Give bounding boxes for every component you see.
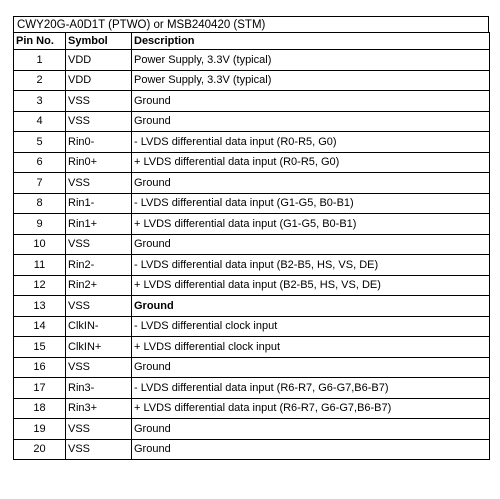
pin-description: Ground — [132, 234, 490, 255]
pin-symbol: VSS — [66, 357, 132, 378]
pin-description: Ground — [132, 357, 490, 378]
pin-number: 3 — [14, 91, 66, 112]
table-row — [14, 255, 490, 276]
pin-number: 18 — [14, 398, 66, 419]
pin-symbol: ClkIN- — [66, 316, 132, 337]
pin-symbol: VDD — [66, 70, 132, 91]
pin-description: Ground — [132, 439, 490, 460]
pin-number: 12 — [14, 275, 66, 296]
pin-symbol: Rin0- — [66, 132, 132, 153]
pin-number: 17 — [14, 378, 66, 399]
table-row — [14, 50, 490, 71]
pin-symbol: VSS — [66, 296, 132, 317]
pin-description: Ground — [132, 173, 490, 194]
pin-symbol: Rin3+ — [66, 398, 132, 419]
header-description: Description — [132, 33, 490, 50]
pin-symbol: Rin2+ — [66, 275, 132, 296]
pin-description: Ground — [132, 111, 490, 132]
pin-symbol: Rin2- — [66, 255, 132, 276]
pin-symbol: Rin3- — [66, 378, 132, 399]
pin-description: - LVDS differential data input (R0-R5, G0) — [132, 132, 490, 153]
pin-description: Ground — [132, 296, 490, 317]
table-row — [14, 70, 490, 91]
pin-description: Ground — [132, 419, 490, 440]
pin-symbol: Rin1- — [66, 193, 132, 214]
pin-number: 15 — [14, 337, 66, 358]
pin-number: 6 — [14, 152, 66, 173]
table-row — [14, 214, 490, 235]
table-row — [14, 152, 490, 173]
header-pin-no: Pin No. — [14, 33, 66, 50]
table-row — [14, 173, 490, 194]
pin-symbol: VSS — [66, 111, 132, 132]
pin-number: 10 — [14, 234, 66, 255]
table-row — [14, 337, 490, 358]
pin-number: 11 — [14, 255, 66, 276]
pin-symbol: VSS — [66, 439, 132, 460]
table-row — [14, 193, 490, 214]
pin-symbol: VDD — [66, 50, 132, 71]
pin-number: 7 — [14, 173, 66, 194]
table-row — [14, 275, 490, 296]
pin-description: Power Supply, 3.3V (typical) — [132, 70, 490, 91]
pin-symbol: ClkIN+ — [66, 337, 132, 358]
pin-number: 9 — [14, 214, 66, 235]
pin-description: - LVDS differential data input (R6-R7, G6-G7,B6-B7) — [132, 378, 490, 399]
pin-description: + LVDS differential data input (R6-R7, G6-G7,B6-B7) — [132, 398, 490, 419]
pin-description: + LVDS differential clock input — [132, 337, 490, 358]
table-row — [14, 296, 490, 317]
pin-description: - LVDS differential data input (B2-B5, HS, VS, DE) — [132, 255, 490, 276]
pin-description: + LVDS differential data input (G1-G5, B0-B1) — [132, 214, 490, 235]
pin-symbol: Rin1+ — [66, 214, 132, 235]
table-row — [14, 419, 490, 440]
pin-description: - LVDS differential data input (G1-G5, B0-B1) — [132, 193, 490, 214]
pin-description: Power Supply, 3.3V (typical) — [132, 50, 490, 71]
pin-symbol: Rin0+ — [66, 152, 132, 173]
pin-description: - LVDS differential clock input — [132, 316, 490, 337]
pin-description: Ground — [132, 91, 490, 112]
pin-symbol: VSS — [66, 419, 132, 440]
header-symbol: Symbol — [66, 33, 132, 50]
pin-number: 20 — [14, 439, 66, 460]
pin-number: 16 — [14, 357, 66, 378]
pin-number: 2 — [14, 70, 66, 91]
pin-number: 4 — [14, 111, 66, 132]
table-title: CWY20G-A0D1T (PTWO) or MSB240420 (STM) — [13, 16, 489, 32]
header-row — [14, 33, 490, 50]
table-row — [14, 357, 490, 378]
table-row — [14, 111, 490, 132]
pin-description: + LVDS differential data input (B2-B5, HS, VS, DE) — [132, 275, 490, 296]
pin-table — [13, 32, 490, 460]
pin-description: + LVDS differential data input (R0-R5, G0) — [132, 152, 490, 173]
pin-number: 8 — [14, 193, 66, 214]
table-row — [14, 234, 490, 255]
table-row — [14, 91, 490, 112]
pin-number: 13 — [14, 296, 66, 317]
table-row — [14, 398, 490, 419]
pin-number: 1 — [14, 50, 66, 71]
pin-table-sheet — [13, 16, 489, 460]
table-row — [14, 132, 490, 153]
pin-symbol: VSS — [66, 91, 132, 112]
pin-symbol: VSS — [66, 173, 132, 194]
pin-symbol: VSS — [66, 234, 132, 255]
pin-number: 14 — [14, 316, 66, 337]
table-row — [14, 439, 490, 460]
table-row — [14, 316, 490, 337]
table-row — [14, 378, 490, 399]
pin-number: 19 — [14, 419, 66, 440]
pin-number: 5 — [14, 132, 66, 153]
